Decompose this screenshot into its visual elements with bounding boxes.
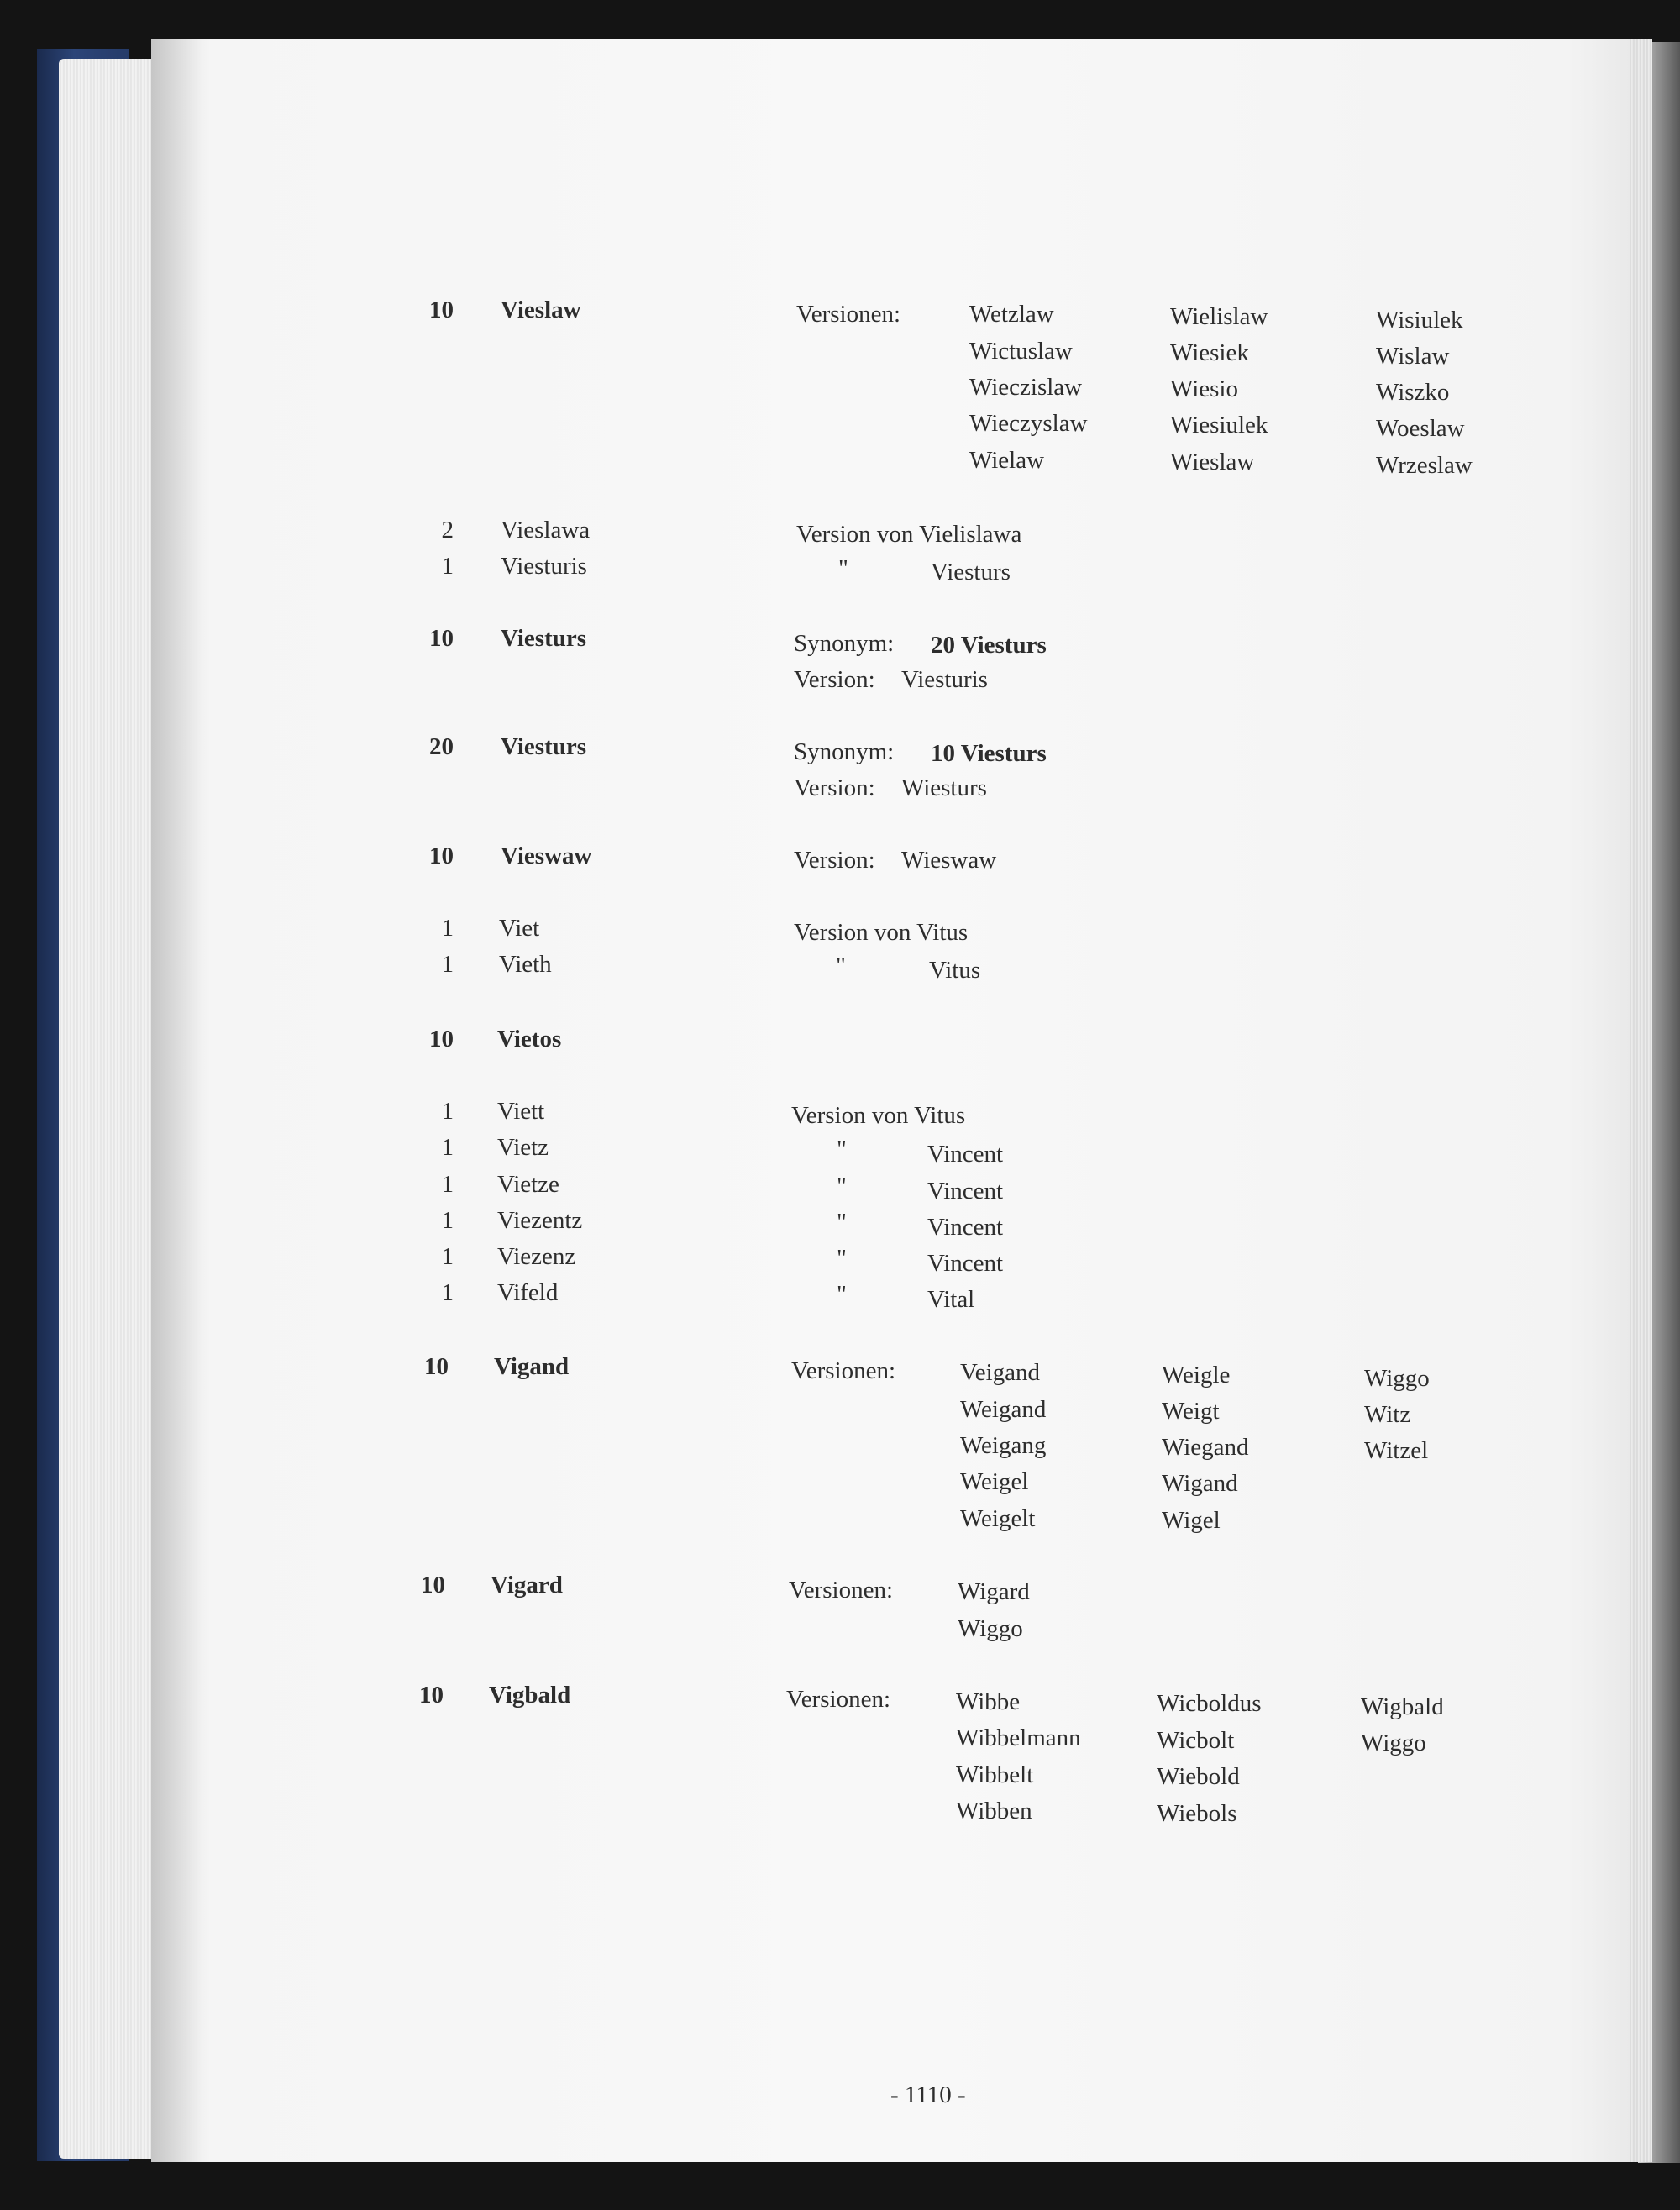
version-item: Woeslaw	[1376, 415, 1465, 442]
version-item: Wigbald	[1361, 1693, 1444, 1720]
entry-name: Vieslawa	[501, 517, 591, 543]
version-item: Weigand	[960, 1396, 1047, 1423]
versions-label: Versionen:	[786, 1686, 891, 1713]
ditto-mark: "	[837, 1209, 847, 1236]
version-item: Wiesio	[1170, 375, 1238, 402]
ditto-mark: "	[836, 953, 846, 979]
entry-name: Viett	[497, 1098, 545, 1125]
version-item: Wetzlaw	[969, 301, 1054, 328]
synonym-value: 20 Viesturs	[931, 632, 1047, 659]
entry-text: Viesturs	[931, 559, 1011, 585]
version-item: Wibbelt	[956, 1761, 1034, 1788]
version-item: Wicbolt	[1157, 1727, 1235, 1754]
version-item: Wielislaw	[1170, 303, 1268, 330]
entry-name: Vieswaw	[501, 843, 592, 869]
entry-name: Viezentz	[497, 1207, 583, 1234]
version-item: Weigt	[1162, 1398, 1220, 1425]
versions-label: Versionen:	[791, 1357, 896, 1384]
version-label: Version:	[794, 847, 875, 874]
entry-name: Viet	[499, 915, 540, 942]
synonym-value: 10 Viesturs	[931, 740, 1047, 767]
version-item: Veigand	[960, 1359, 1041, 1386]
ditto-mark: "	[837, 1245, 847, 1272]
entry-name: Vietz	[497, 1134, 549, 1161]
version-item: Wieslaw	[1170, 449, 1255, 475]
version-item: Wiebols	[1157, 1800, 1237, 1827]
entry-text: Version von Vitus	[791, 1102, 966, 1129]
entry-number: 1	[441, 1098, 454, 1125]
version-item: Wielaw	[969, 447, 1045, 474]
entry-name: Viesturs	[501, 733, 587, 760]
entry-number: 10	[429, 843, 454, 869]
entry-name: Vigard	[491, 1572, 563, 1598]
entry-name: Viezenz	[497, 1243, 576, 1270]
versions-label: Versionen:	[796, 301, 901, 328]
entry-number: 1	[441, 1243, 454, 1270]
entry-name: Vifeld	[497, 1279, 559, 1306]
entry-text: Version von Vitus	[794, 919, 969, 946]
ditto-mark: "	[837, 1173, 847, 1199]
version-item: Wieczyslaw	[969, 410, 1088, 437]
version-item: Witzel	[1364, 1437, 1429, 1464]
version-item: Wibbelmann	[956, 1724, 1081, 1751]
version-item: Wigel	[1162, 1507, 1221, 1534]
version-item: Weigel	[960, 1468, 1029, 1495]
entry-name: Vietos	[497, 1026, 562, 1053]
versions-label: Versionen:	[789, 1577, 894, 1604]
version-label: Version:	[794, 666, 875, 693]
version-item: Weigelt	[960, 1505, 1036, 1532]
version-item: Wrzeslaw	[1376, 452, 1473, 479]
entry-name: Vieslaw	[501, 297, 581, 323]
entry-text: Vincent	[927, 1178, 1004, 1205]
entry-name: Vigand	[494, 1353, 570, 1380]
entry-number: 10	[429, 1026, 454, 1053]
entry-text: Version von Vielislawa	[796, 521, 1022, 548]
version-value: Viesturis	[901, 666, 988, 693]
entry-number: 1	[441, 1171, 454, 1198]
entry-name: Vigbald	[489, 1682, 571, 1709]
page-number: - 1110 -	[890, 2081, 966, 2108]
version-item: Wiegand	[1162, 1434, 1249, 1461]
entry-number: 10	[429, 297, 454, 323]
version-item: Wiesiulek	[1170, 412, 1268, 438]
entry-text: Vincent	[927, 1250, 1004, 1277]
entry-number: 1	[441, 915, 454, 942]
synonym-label: Synonym:	[794, 738, 895, 765]
entry-name: Vieth	[499, 951, 552, 978]
ditto-mark: "	[837, 1136, 847, 1163]
entry-number: 20	[429, 733, 454, 760]
version-item: Wiggo	[958, 1615, 1023, 1642]
version-label: Version:	[794, 774, 875, 801]
version-item: Wisiulek	[1376, 307, 1463, 333]
synonym-label: Synonym:	[794, 630, 895, 657]
version-item: Wiebold	[1157, 1763, 1240, 1790]
ditto-mark: "	[838, 555, 848, 582]
version-item: Wigard	[958, 1578, 1030, 1605]
entry-text: Vitus	[929, 957, 981, 984]
entry-number: 10	[424, 1353, 449, 1380]
version-item: Weigang	[960, 1432, 1047, 1459]
gutter-shadow	[151, 39, 202, 2162]
entry-text: Vincent	[927, 1214, 1004, 1241]
version-item: Wiggo	[1361, 1730, 1426, 1756]
entry-number: 1	[441, 1207, 454, 1234]
entry-number: 2	[441, 517, 454, 543]
entry-number: 10	[421, 1572, 445, 1598]
ditto-mark: "	[837, 1281, 847, 1308]
version-item: Wicboldus	[1157, 1690, 1262, 1717]
version-item: Wiesiek	[1170, 339, 1249, 366]
version-value: Wieswaw	[901, 847, 997, 874]
version-item: Wibben	[956, 1798, 1032, 1824]
entry-number: 1	[441, 1279, 454, 1306]
entry-number: 1	[441, 951, 454, 978]
version-item: Wiszko	[1376, 379, 1450, 406]
version-item: Wigand	[1162, 1470, 1238, 1497]
entry-text: Vincent	[927, 1141, 1004, 1168]
version-item: Wibbe	[956, 1688, 1021, 1715]
version-item: Weigle	[1162, 1362, 1231, 1388]
version-value: Wiesturs	[901, 774, 987, 801]
entry-number: 1	[441, 553, 454, 580]
entry-text: Vital	[927, 1286, 975, 1313]
version-item: Witz	[1364, 1401, 1411, 1428]
version-item: Wiggo	[1364, 1365, 1430, 1392]
entry-number: 10	[429, 625, 454, 652]
entry-name: Viesturis	[501, 553, 587, 580]
entry-number: 1	[441, 1134, 454, 1161]
entry-number: 10	[419, 1682, 444, 1709]
version-item: Wieczislaw	[969, 374, 1083, 401]
entry-name: Vietze	[497, 1171, 559, 1198]
version-item: Wislaw	[1376, 343, 1450, 370]
entry-name: Viesturs	[501, 625, 587, 652]
version-item: Wictuslaw	[969, 338, 1073, 365]
